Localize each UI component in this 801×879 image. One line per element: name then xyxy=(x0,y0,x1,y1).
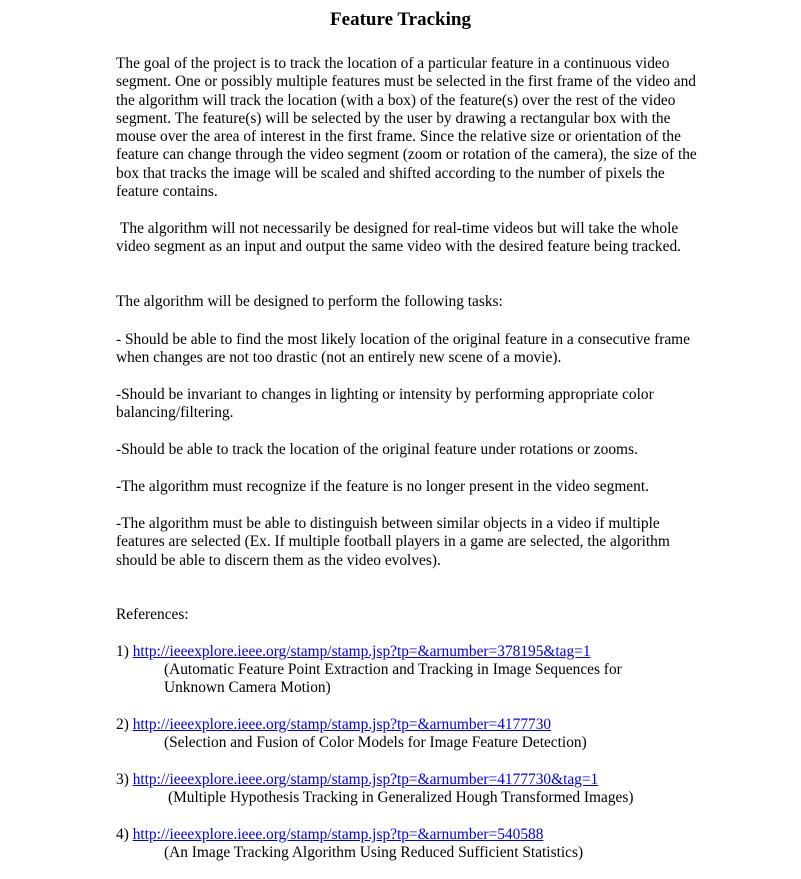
task-item-rotation: -Should be able to track the location of the original feature under rotations or zooms. xyxy=(116,441,638,458)
reference-description: (An Image Tracking Algorithm Using Reduced Sufficient Statistics) xyxy=(164,844,584,861)
reference-item xyxy=(116,716,551,734)
paragraph-intro: The goal of the project is to track the location of a particular feature in a continuous video segment. One or possibly multiple features must be selected in the first frame of the video and the algorithm will track the location (with a box) of the feature(s) over the rest of the video segment. The feature(s) will be selected by the user by drawing a rectangular box with the mouse over the area of interest in the first frame. Since the relative size or orientation of the feature can change through the video segment (zoom or rotation of the camera), the size of the box that tracks the image will be scaled and shifted according to the number of pixels the feature contains. xyxy=(116,55,697,201)
paragraph-realtime: The algorithm will not necessarily be designed for real-time videos but will take the whole video segment as an input and output the same video with the desired feature being tracked. xyxy=(116,220,682,256)
reference-description: (Multiple Hypothesis Tracking in Generalized Hough Transformed Images) xyxy=(168,789,634,806)
reference-link[interactable]: http://ieeexplore.ieee.org/stamp/stamp.jsp?tp=&arnumber=4177730 xyxy=(132,716,552,733)
paragraph-tasks-intro: The algorithm will be designed to perform the following tasks: xyxy=(116,293,503,310)
reference-link[interactable]: http://ieeexplore.ieee.org/stamp/stamp.jsp?tp=&arnumber=378195&tag=1 xyxy=(132,643,591,660)
reference-number: 1) xyxy=(116,643,129,660)
reference-description: (Automatic Feature Point Extraction and Tracking in Image Sequences for Unknown Camera Motion) xyxy=(164,661,622,697)
references-heading: References: xyxy=(116,606,189,623)
reference-link[interactable]: http://ieeexplore.ieee.org/stamp/stamp.jsp?tp=&arnumber=540588 xyxy=(132,826,544,843)
reference-number: 3) xyxy=(116,771,129,788)
task-item-presence: -The algorithm must recognize if the feature is no longer present in the video segment. xyxy=(116,478,649,495)
reference-item xyxy=(116,771,598,789)
reference-description: (Selection and Fusion of Color Models for Image Feature Detection) xyxy=(164,734,587,751)
document-title: Feature Tracking xyxy=(330,9,471,30)
reference-link[interactable]: http://ieeexplore.ieee.org/stamp/stamp.jsp?tp=&arnumber=4177730&tag=1 xyxy=(132,771,599,788)
reference-number: 2) xyxy=(116,716,129,733)
task-item-location: - Should be able to find the most likely location of the original feature in a consecutive frame when changes are not too drastic (not an entirely new scene of a movie). xyxy=(116,331,690,367)
task-item-distinguish: -The algorithm must be able to distinguish between similar objects in a video if multiple features are selected (Ex. If multiple football players in a game are selected, the algorithm should be able to discern them as the video evolves). xyxy=(116,515,670,569)
reference-item xyxy=(116,826,543,844)
task-item-lighting: -Should be invariant to changes in lighting or intensity by performing appropriate color balancing/filtering. xyxy=(116,386,654,422)
reference-number: 4) xyxy=(116,826,129,843)
reference-item xyxy=(116,643,591,661)
